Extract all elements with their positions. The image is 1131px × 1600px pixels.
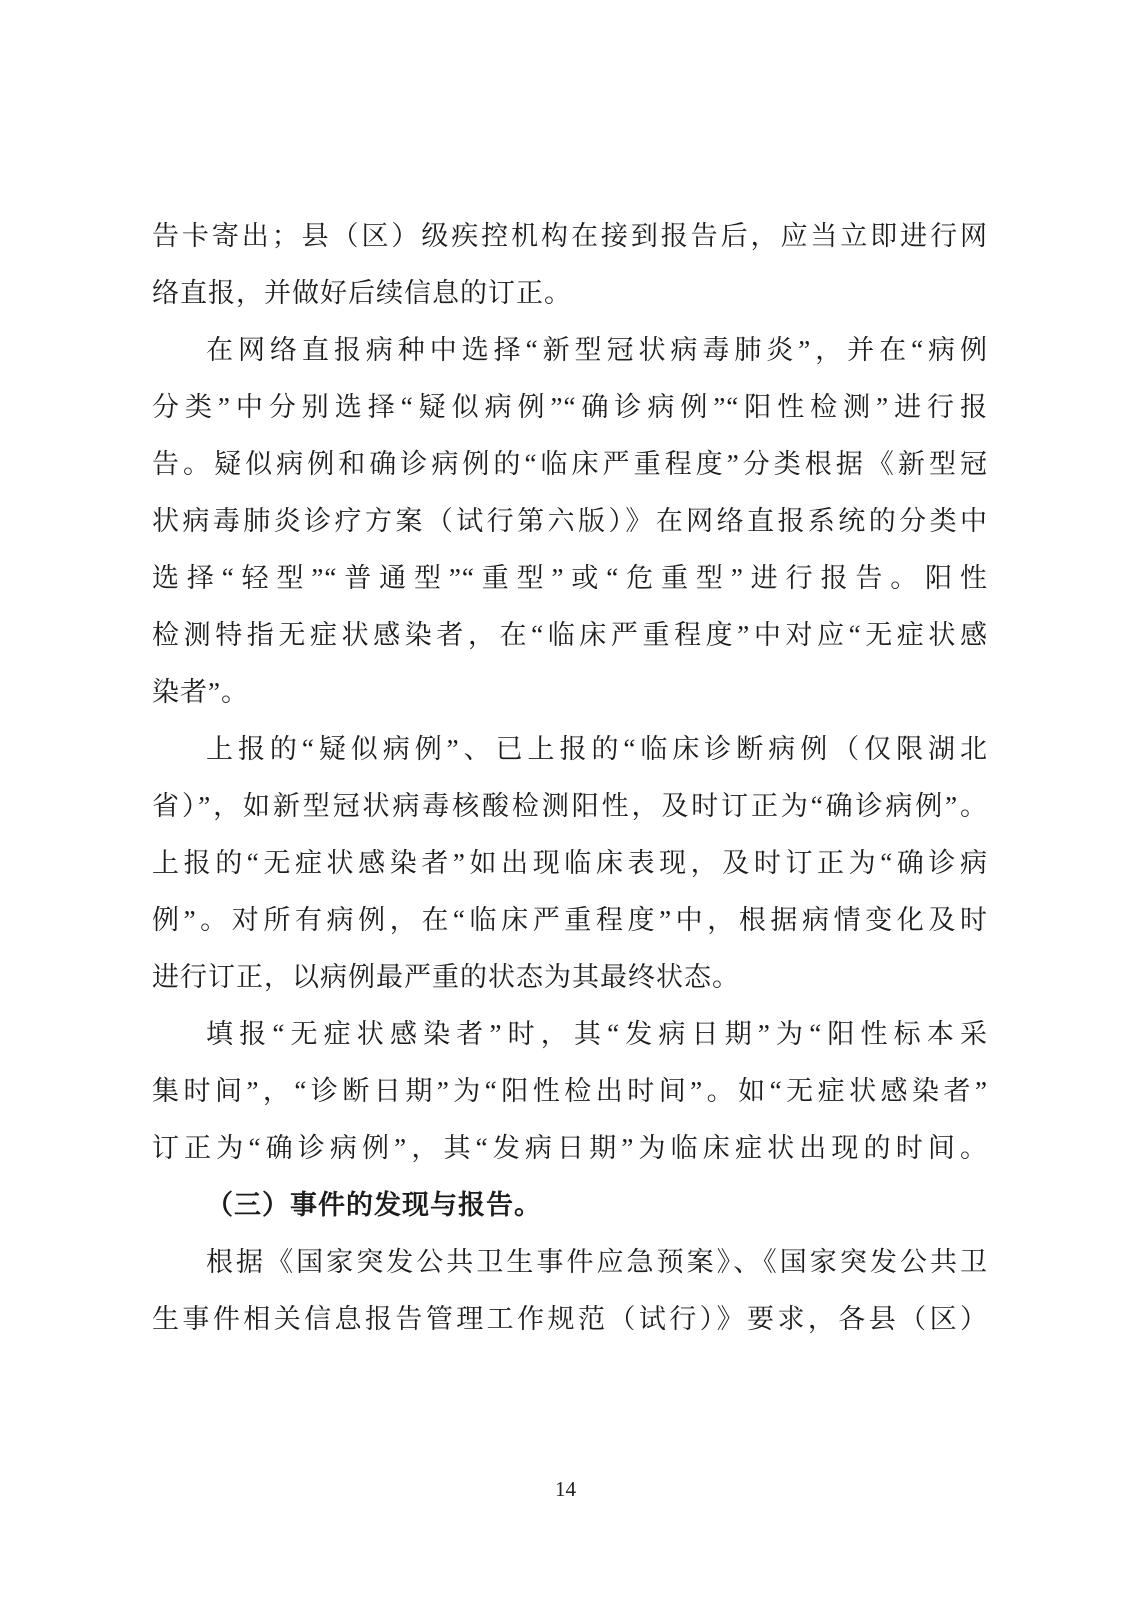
text-line: 上报的“无症状感染者”如出现临床表现，及时订正为“确诊病 <box>152 848 988 878</box>
text-line: 告。疑似病例和确诊病例的“临床严重程度”分类根据《新型冠 <box>152 449 988 479</box>
text-line: 省）”，如新型冠状病毒核酸检测阳性，及时订正为“确诊病例”。 <box>152 791 988 821</box>
text-line: 检测特指无症状感染者，在“临床严重程度”中对应“无症状感 <box>152 620 988 650</box>
text-line: 进行订正，以病例最严重的状态为其最终状态。 <box>152 962 740 992</box>
page-number: 14 <box>555 1477 576 1501</box>
text-line: 填报“无症状感染者”时，其“发病日期”为“阳性标本采 <box>206 1019 988 1049</box>
text-line: 生事件相关信息报告管理工作规范（试行）》要求，各县（区） <box>152 1304 988 1334</box>
text-line: 络直报，并做好后续信息的订正。 <box>152 278 572 308</box>
text-line: 分类”中分别选择“疑似病例”“确诊病例”“阳性检测”进行报 <box>152 392 988 422</box>
section-heading: （三）事件的发现与报告。 <box>206 1190 542 1220</box>
text-line: 根据《国家突发公共卫生事件应急预案》、《国家突发公共卫 <box>206 1247 988 1277</box>
text-column <box>152 208 988 1348</box>
text-line: 告卡寄出；县（区）级疾控机构在接到报告后，应当立即进行网 <box>152 221 988 251</box>
text-line: 在网络直报病种中选择“新型冠状病毒肺炎”，并在“病例 <box>206 335 988 365</box>
text-line: 集时间”，“诊断日期”为“阳性检出时间”。如“无症状感染者” <box>152 1076 988 1106</box>
text-line: 染者”。 <box>152 677 249 707</box>
text-line: 订正为“确诊病例”，其“发病日期”为临床症状出现的时间。 <box>152 1133 988 1163</box>
text-line: 选择“轻型”“普通型”“重型”或“危重型”进行报告。阳性 <box>152 563 988 593</box>
text-line: 上报的“疑似病例”、已上报的“临床诊断病例（仅限湖北 <box>206 734 988 764</box>
text-line: 状病毒肺炎诊疗方案（试行第六版）》在网络直报系统的分类中 <box>152 506 988 536</box>
text-line: 例”。对所有病例，在“临床严重程度”中，根据病情变化及时 <box>152 905 988 935</box>
